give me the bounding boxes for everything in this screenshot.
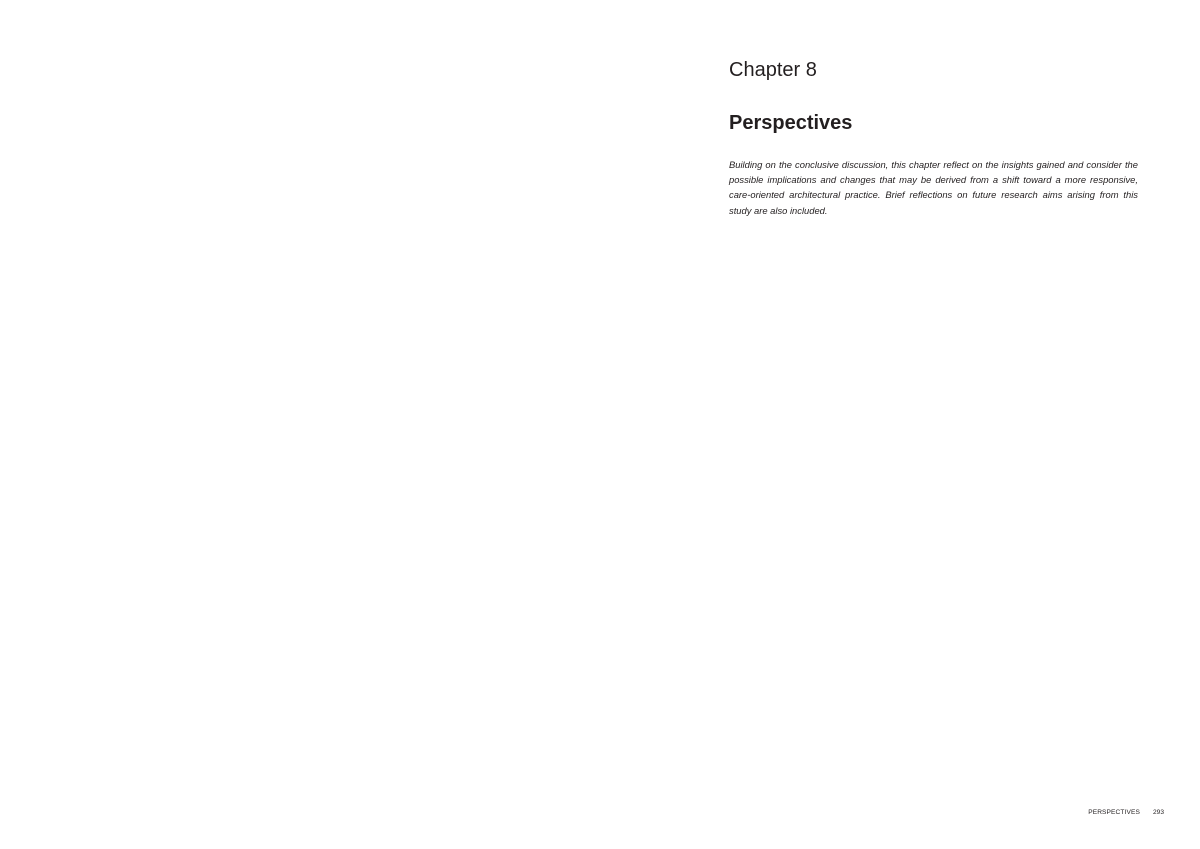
- chapter-number-label: Chapter 8: [729, 59, 817, 81]
- chapter-abstract: Building on the conclusive discussion, this chapter reflect on the insights gained and consider the possible implications and changes that may be derived from a shift toward a more responsive, care-oriented architectural practice. Brief reflections on future research aims arising from this study are also included.: [729, 159, 1138, 216]
- chapter-title: Perspectives: [729, 112, 853, 134]
- page-number: 293: [1152, 809, 1164, 816]
- page-footer: [600, 807, 1164, 819]
- right-page: [600, 0, 1200, 849]
- running-head: PERSPECTIVES: [1088, 809, 1140, 816]
